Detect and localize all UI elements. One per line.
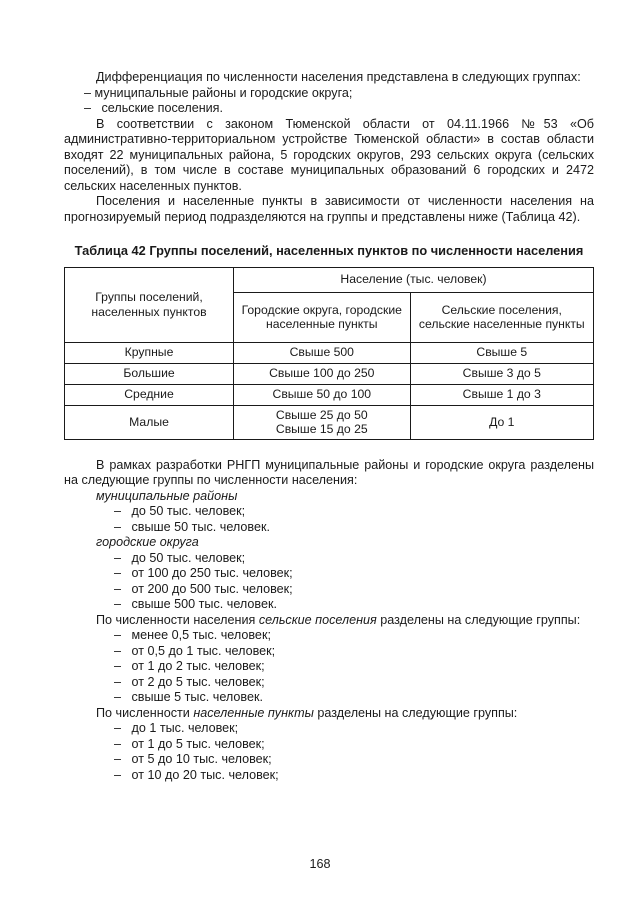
- list-item: – от 5 до 10 тыс. человек;: [114, 752, 272, 766]
- urban-districts-title: городские округа: [96, 535, 199, 549]
- list-item: – до 50 тыс. человек;: [114, 504, 246, 518]
- intro-paragraph: Дифференциация по численности населения представлена в следующих группах:: [96, 70, 581, 84]
- list-item: – от 100 до 250 тыс. человек;: [114, 566, 293, 580]
- list-item: – менее 0,5 тыс. человек;: [114, 628, 271, 642]
- header-population: Население (тыс. человек): [234, 267, 594, 292]
- rural-settlements-paragraph: По численности населения сельские поселения разделены на следующие группы:: [96, 612, 581, 627]
- page-number: 168: [309, 857, 331, 871]
- list-item: – от 0,5 до 1 тыс. человек;: [114, 643, 276, 658]
- table-row: Малые Свыше 25 до 50 Свыше 15 до 25 До 1: [65, 405, 594, 439]
- municipal-districts-list: [64, 504, 594, 535]
- list-item: – от 200 до 500 тыс. человек;: [114, 581, 293, 596]
- rural-settlements-list: [64, 628, 594, 706]
- intro-list: [64, 86, 594, 117]
- header-rural: Сельские поселения, сельские населенные пункты: [410, 292, 593, 342]
- list-item: – свыше 50 тыс. человек.: [114, 519, 270, 534]
- list-item: – до 50 тыс. человек;: [114, 550, 246, 565]
- settlements-list: [64, 721, 594, 783]
- table-caption: Таблица 42 Группы поселений, населенных пунктов по численности населения: [74, 243, 584, 258]
- list-item: – муниципальные районы и городские округа;: [84, 85, 353, 100]
- municipal-districts-title: муниципальные районы: [96, 488, 238, 503]
- header-group: Группы поселений, населенных пунктов: [65, 267, 234, 342]
- population-groups-table: [64, 267, 594, 440]
- list-item: – от 1 до 5 тыс. человек;: [114, 736, 265, 751]
- list-item: – от 2 до 5 тыс. человек;: [114, 674, 265, 689]
- table-row: Средние Свыше 50 до 100 Свыше 1 до 3: [65, 384, 594, 405]
- list-item: – от 10 до 20 тыс. человек;: [114, 767, 279, 782]
- groups-paragraph: Поселения и населенные пункты в зависимости от численности населения на прогнозируемый период подразделяются на группы и представлены ниже (Таблица 42).: [64, 194, 594, 224]
- list-item: – свыше 5 тыс. человек.: [114, 690, 263, 704]
- header-urban: Городские округа, городские населенные пункты: [234, 292, 411, 342]
- law-paragraph: В соответствии с законом Тюменской области от 04.11.1966 №53 «Об административно-территориальном устройстве Тюменской области» в состав области входят 22 муниципальных района, 5 городских округов, 293 сельских округа (сельских поселений), в том числе в составе муниципальных образований 6 городских и 2472 сельских населенных пунктов.: [64, 116, 594, 193]
- list-item: – до 1 тыс. человек;: [114, 721, 239, 735]
- list-item: – от 1 до 2 тыс. человек;: [114, 659, 265, 673]
- table-row: Большие Свыше 100 до 250 Свыше 3 до 5: [65, 363, 594, 384]
- settlements-paragraph: По численности населенные пункты разделены на следующие группы:: [96, 705, 518, 720]
- table-row: Крупные Свыше 500 Свыше 5: [65, 342, 594, 363]
- list-item: – свыше 500 тыс. человек.: [114, 597, 277, 611]
- urban-districts-list: [64, 551, 594, 613]
- rngp-paragraph: В рамках разработки РНГП муниципальные районы и городские округа разделены на следующие группы по численности населения:: [64, 457, 594, 487]
- list-item: – сельские поселения.: [84, 101, 224, 115]
- document-page: [64, 70, 594, 783]
